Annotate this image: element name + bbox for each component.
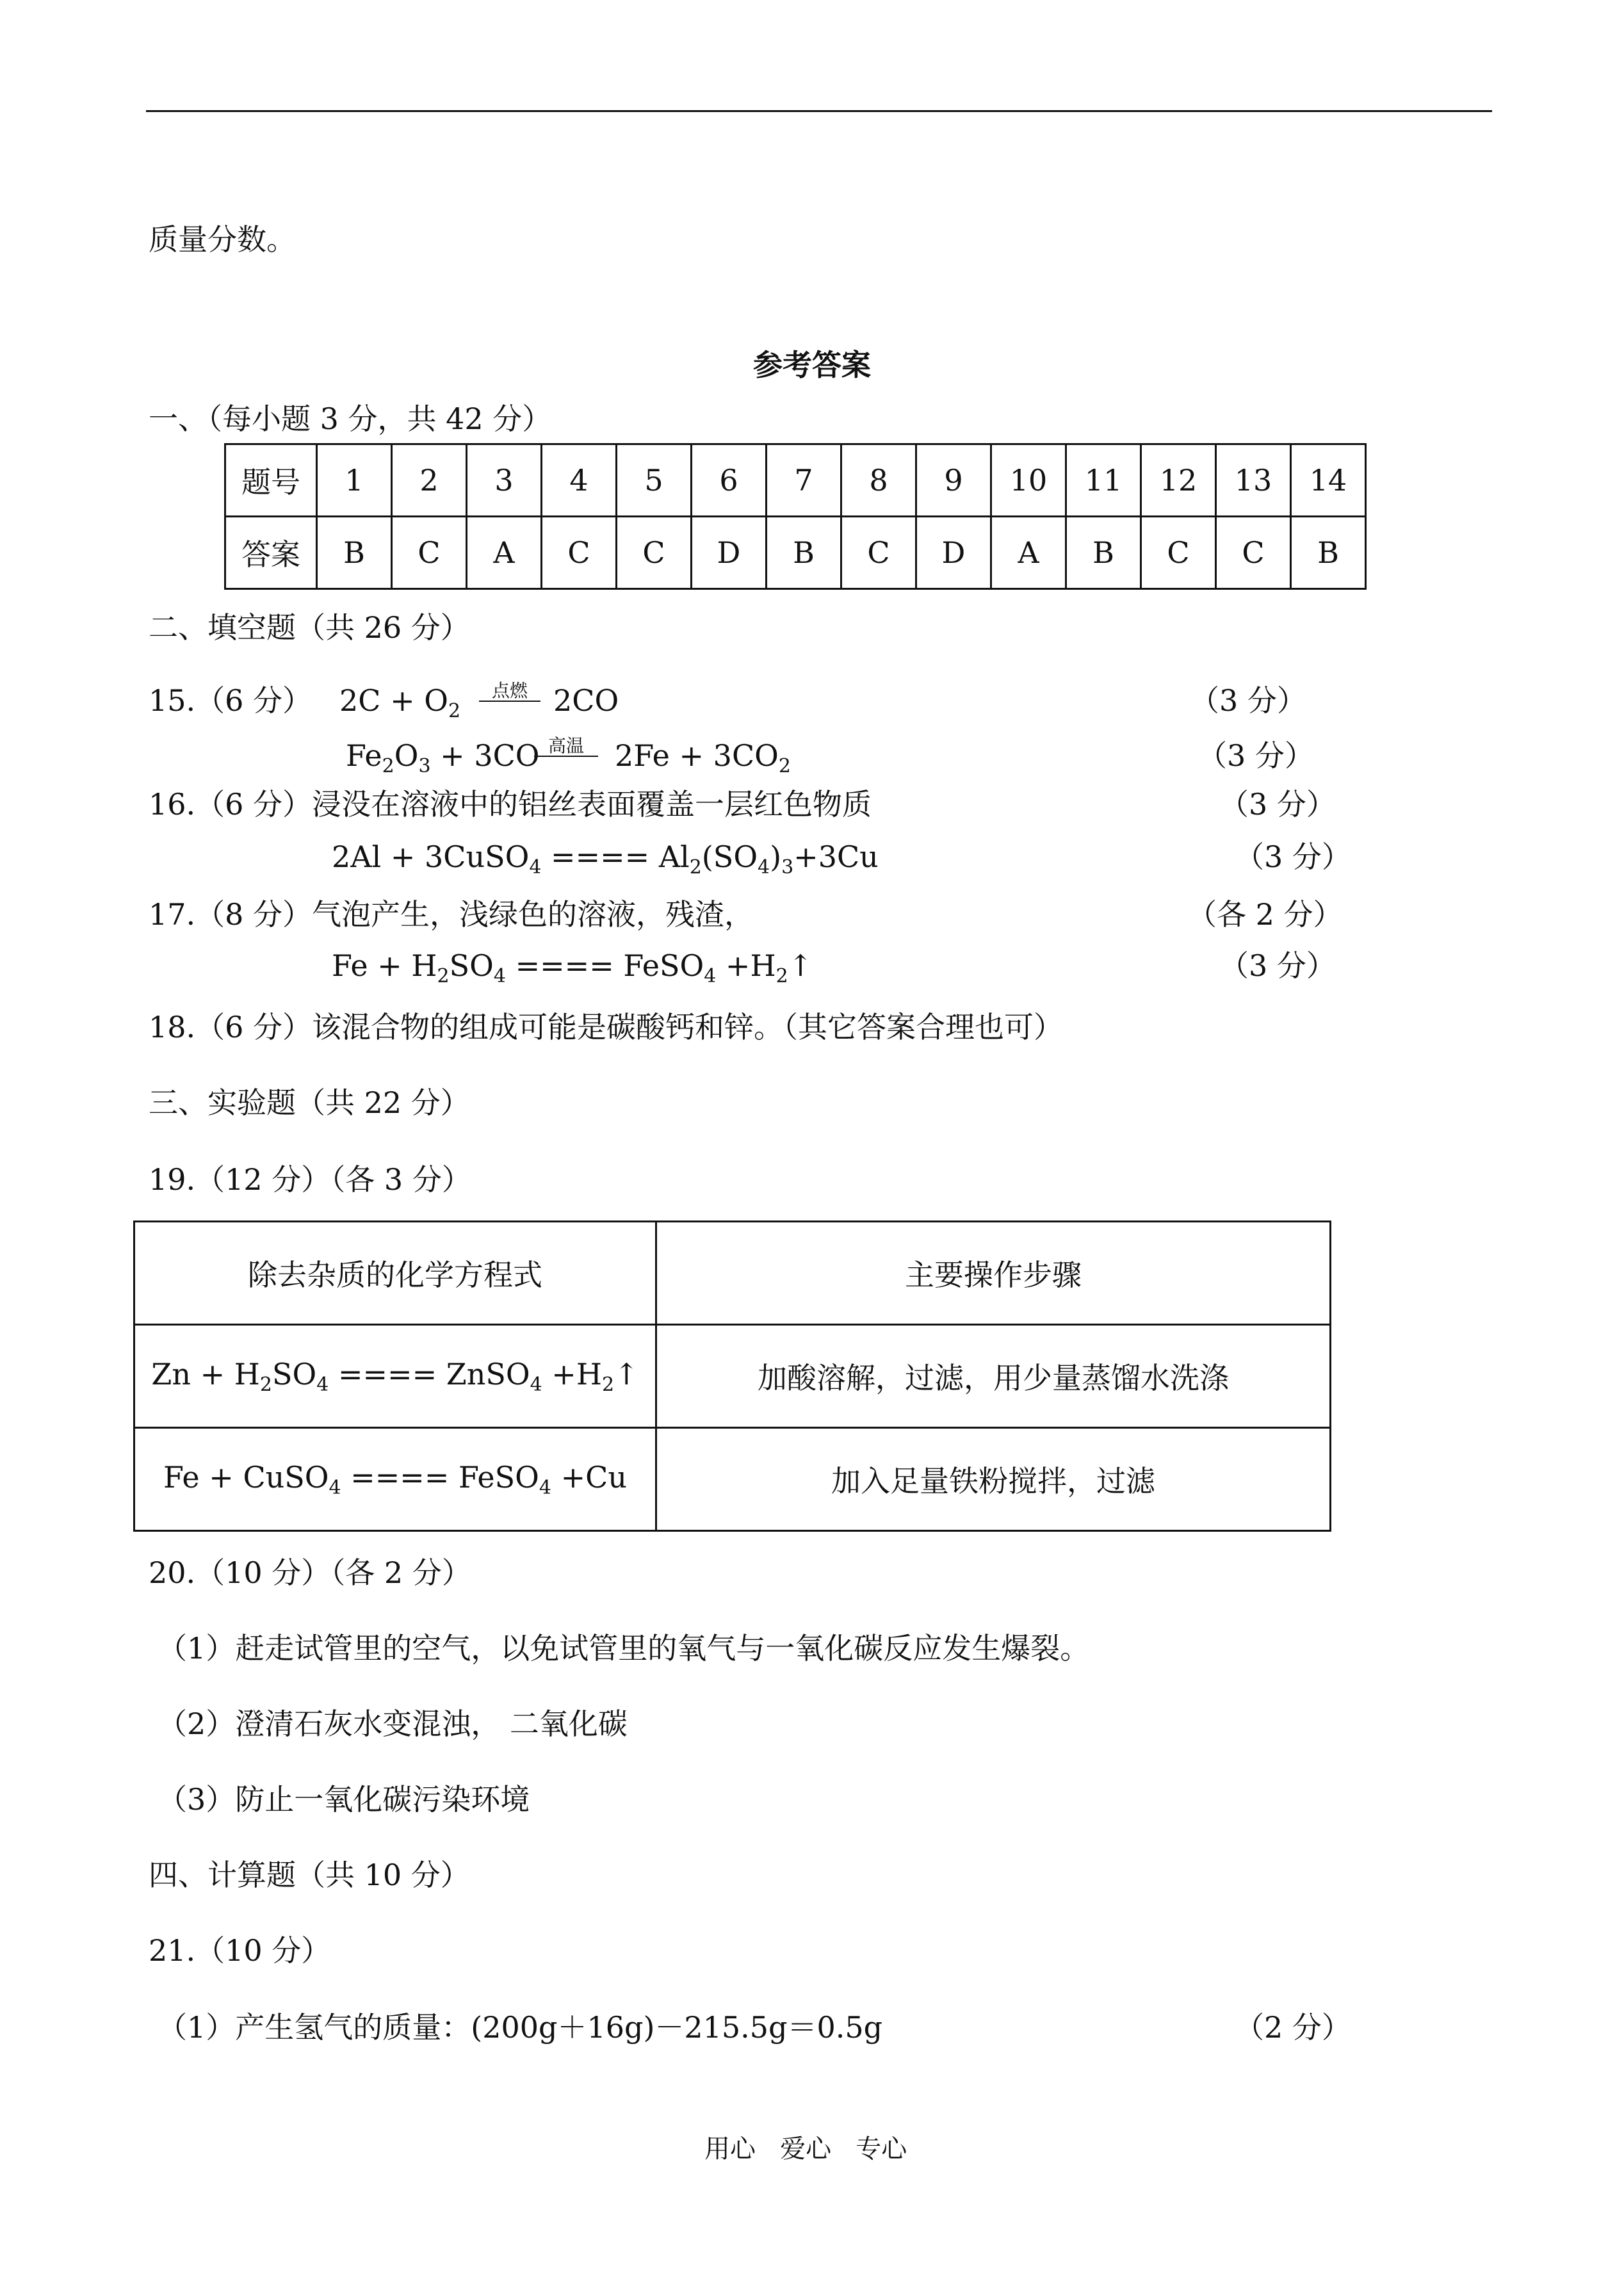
q15-eq2-condition: 高温 [534,736,598,757]
q20-part-3: （3）防止一氧化碳污染环境 [158,1782,530,1817]
q21-part-1: （1）产生氢气的质量：(200g＋16g)－215.5g＝0.5g [158,2010,883,2045]
column-header-steps: 主要操作步骤 [656,1222,1331,1325]
section-3-heading: 三、实验题（共 22 分） [149,1085,470,1120]
q15-label: 15.（6 分） [149,683,313,718]
table-row [134,1325,1331,1428]
question-number: 5 [617,444,692,517]
answer-cell: C [841,517,916,589]
question-number: 13 [1216,444,1291,517]
answer-cell: C [617,517,692,589]
q15-eq2-left: $Fe_2O_3 + 3CO$ [346,738,540,777]
row-header-answer: 答案 [225,517,317,589]
question-number: 14 [1291,444,1366,517]
q16-answer: 16.（6 分）浸没在溶液中的铝丝表面覆盖一层红色物质 [149,787,872,822]
q20-part-2: （2）澄清石灰水变混浊， 二氧化碳 [158,1707,628,1741]
q19-row2-steps: 加入足量铁粉搅拌，过滤 [656,1428,1331,1531]
question-number: 2 [392,444,467,517]
section-1-heading: 一、（每小题 3 分，共 42 分） [149,401,552,436]
q15-eq1-condition: 点燃 [479,681,540,702]
question-number: 7 [767,444,841,517]
question-number: 8 [841,444,916,517]
q20-label: 20.（10 分）（各 2 分） [149,1555,471,1590]
question-number: 11 [1066,444,1141,517]
question-number: 1 [317,444,392,517]
table-row [134,1428,1331,1531]
continuation-text: 质量分数。 [149,222,296,257]
q15-eq1-left: $2C + O_2$ [339,683,461,722]
answer-cell: B [1066,517,1141,589]
answer-cell: C [392,517,467,589]
page-footer: 用心 爱心 专心 [704,2134,907,2164]
question-number: 12 [1141,444,1216,517]
answer-title: 参考答案 [753,348,871,382]
q16-score-2: （3 分） [1235,839,1351,874]
answer-cell: C [542,517,617,589]
table-row-numbers [225,444,1366,517]
q17-answer: 17.（8 分）气泡产生，浅绿色的溶液，残渣， [149,897,754,932]
q19-row2-equation: Fe + CuSO$_4$ ==== FeSO$_4$ +Cu [134,1428,656,1531]
q15-eq2-score: （3 分） [1198,738,1314,773]
q19-label: 19.（12 分）（各 3 分） [149,1162,471,1197]
section-2-heading: 二、填空题（共 26 分） [149,610,470,645]
answer-cell: C [1216,517,1291,589]
question-number: 4 [542,444,617,517]
answer-cell: D [692,517,767,589]
answer-cell: C [1141,517,1216,589]
q18-answer: 18.（6 分）该混合物的组成可能是碳酸钙和锌。（其它答案合理也可） [149,1010,1064,1044]
answer-cell: B [317,517,392,589]
answer-cell: A [467,517,542,589]
q15-eq1-right: 2CO [553,683,619,718]
q16-equation: 2Al + 3CuSO$_4$ ==== $Al_2(SO_4)_3+3Cu$ [332,839,879,879]
q19-row1-equation: $Zn + H_2SO_4$ ==== ZnSO$_4$ $+H_2↑$ [134,1325,656,1428]
answer-table [224,443,1367,590]
header-rule [146,110,1492,112]
table-row-answers [225,517,1366,589]
q19-row1-steps: 加酸溶解，过滤，用少量蒸馏水洗涤 [656,1325,1331,1428]
section-4-heading: 四、计算题（共 10 分） [149,1858,470,1892]
answer-cell: B [1291,517,1366,589]
q17-score-2: （3 分） [1219,948,1336,983]
q21-part-1-score: （2 分） [1235,2010,1351,2045]
question-number: 6 [692,444,767,517]
q20-part-1: （1）赶走试管里的空气，以免试管里的氧气与一氧化碳反应发生爆裂。 [158,1631,1090,1666]
question-number: 3 [467,444,542,517]
q16-score-1: （3 分） [1219,787,1336,822]
row-header-number: 题号 [225,444,317,517]
table-row [134,1222,1331,1325]
q19-table [133,1220,1331,1532]
q15-eq2-right: $2Fe + 3CO_2$ [615,738,791,777]
q15-eq1-score: （3 分） [1190,683,1306,718]
answer-cell: B [767,517,841,589]
q17-equation: $Fe + H_2SO_4$ ==== FeSO$_4$ $+H_2↑$ [332,948,813,987]
answer-cell: A [991,517,1066,589]
question-number: 9 [916,444,991,517]
answer-cell: D [916,517,991,589]
question-number: 10 [991,444,1066,517]
column-header-equation: 除去杂质的化学方程式 [134,1222,656,1325]
q21-label: 21.（10 分） [149,1933,331,1968]
q17-score-1: （各 2 分） [1187,897,1343,932]
